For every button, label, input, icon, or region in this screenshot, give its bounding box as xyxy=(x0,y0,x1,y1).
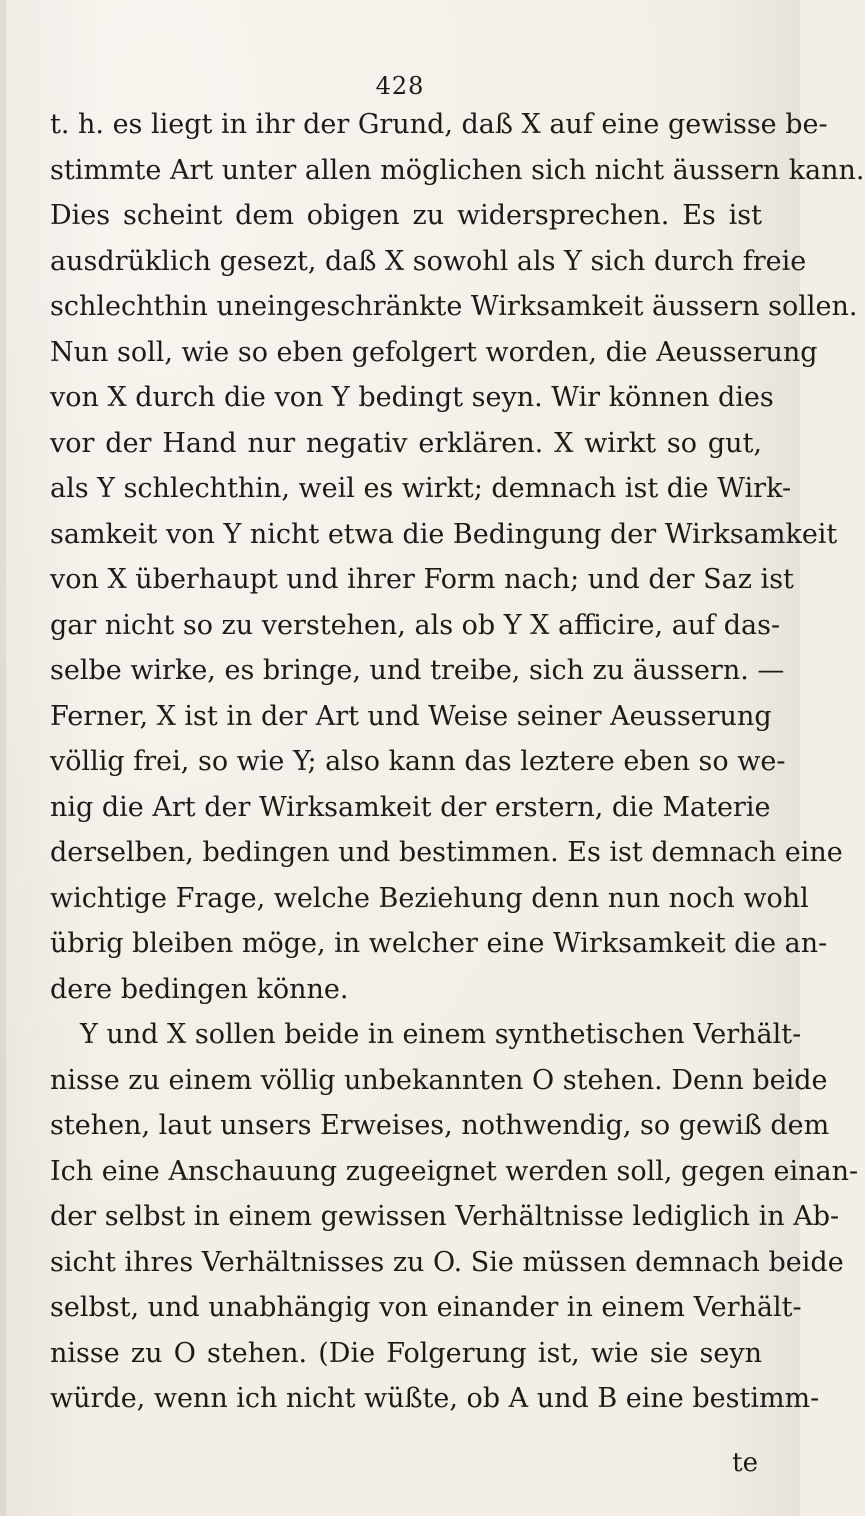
text-line: übrig bleiben möge, in welcher eine Wirksamkeit die an- xyxy=(50,928,828,959)
text-line: gar nicht so zu verstehen, als ob Y X afficire, auf das- xyxy=(50,609,781,641)
text-line: nisse zu einem völlig unbekannten O stehen. Denn beide xyxy=(50,1064,828,1096)
text-line: der selbst in einem gewissen Verhältnisse lediglich in Ab- xyxy=(50,1201,840,1232)
text-line: samkeit von Y nicht etwa die Bedingung der Wirksamkeit xyxy=(50,518,838,550)
text-line: Y und X sollen beide in einem synthetischen Verhält- xyxy=(80,1019,802,1050)
text-line: nig die Art der Wirksamkeit der erstern, die Materie xyxy=(50,791,771,823)
text-line: derselben, bedingen und bestimmen. Es ist demnach eine xyxy=(50,837,843,868)
text-line: würde, wenn ich nicht wüßte, ob A und B eine bestimm- xyxy=(50,1383,820,1414)
text-line: von X durch die von Y bedingt seyn. Wir können dies xyxy=(50,382,774,413)
text-line: völlig frei, so wie Y; also kann das leztere eben so we- xyxy=(50,746,786,777)
text-line: stimmte Art unter allen möglichen sich nicht äussern kann. xyxy=(50,154,865,186)
text-line: Dies scheint dem obigen zu widersprechen. Es ist xyxy=(50,200,762,231)
text-line: von X überhaupt und ihrer Form nach; und der Saz ist xyxy=(50,564,794,595)
text-line: wichtige Frage, welche Beziehung denn nun noch wohl xyxy=(50,882,809,914)
text-line: als Y schlechthin, weil es wirkt; demnach ist die Wirk- xyxy=(50,473,792,504)
text-line: vor der Hand nur negativ erklären. X wirkt so gut, xyxy=(50,427,762,459)
page-edge-shadow xyxy=(0,0,6,1516)
text-line: stehen, laut unsers Erweises, nothwendig, so gewiß dem xyxy=(50,1110,830,1141)
text-line: sicht ihres Verhältnisses zu O. Sie müssen demnach beide xyxy=(50,1246,844,1278)
text-line: selbst, und unabhängig von einander in einem Verhält- xyxy=(50,1292,802,1323)
text-line: dere bedingen könne. xyxy=(50,973,349,1005)
body-text xyxy=(50,102,865,1422)
text-line: Ferner, X ist in der Art und Weise seiner Aeusserung xyxy=(50,700,772,732)
text-line: nisse zu O stehen. (Die Folgerung ist, wie sie seyn xyxy=(50,1337,762,1369)
catchword: te xyxy=(732,1448,758,1478)
text-line: Nun soll, wie so eben gefolgert worden, die Aeusserung xyxy=(50,336,818,368)
text-line: ausdrüklich gesezt, daß X sowohl als Y sich durch freie xyxy=(50,245,807,277)
text-line: Ich eine Anschauung zugeeignet werden soll, gegen einan- xyxy=(50,1155,859,1187)
page-number: 428 xyxy=(375,72,425,100)
text-line: selbe wirke, es bringe, und treibe, sich zu äussern. — xyxy=(50,655,785,686)
text-line: schlechthin uneingeschränkte Wirksamkeit äussern sollen. xyxy=(50,291,858,322)
text-line: t. h. es liegt in ihr der Grund, daß X auf eine gewisse be- xyxy=(50,109,828,140)
